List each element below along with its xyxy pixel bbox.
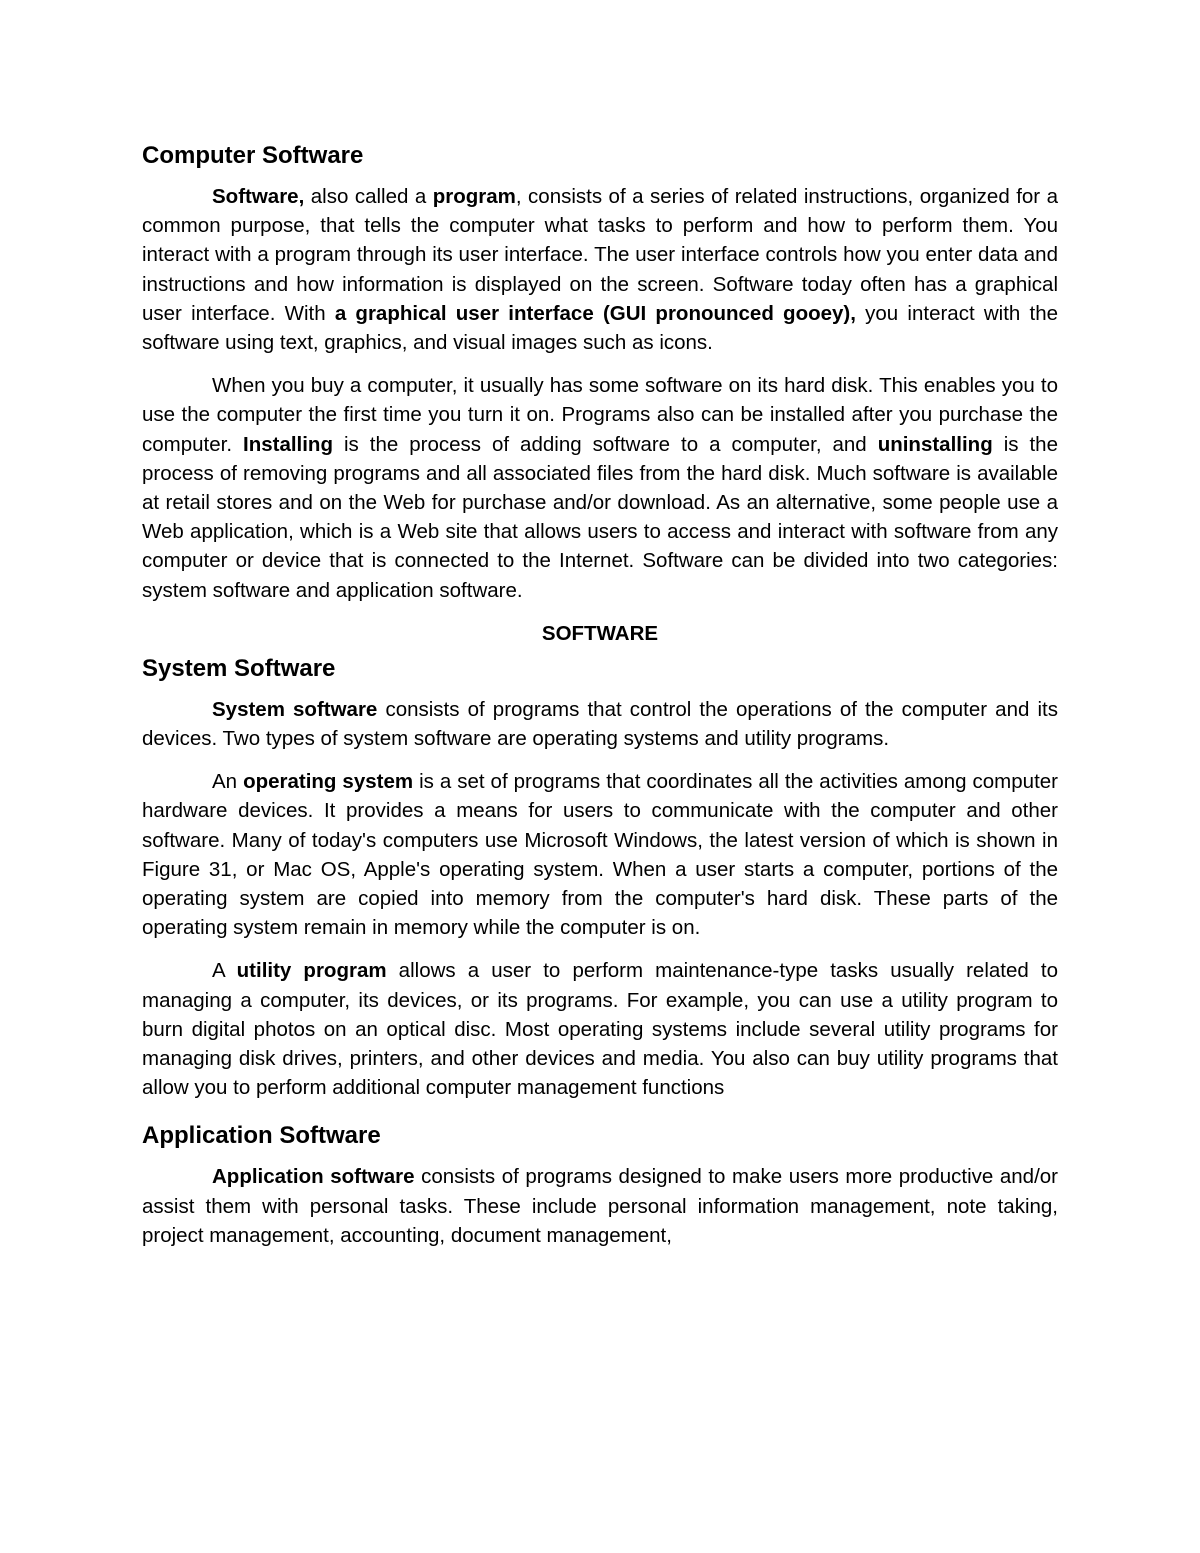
text-run: also called a	[304, 185, 433, 208]
text-run: An	[212, 770, 244, 794]
term-operating-system: operating system	[243, 770, 414, 794]
text-run: allows a user to perform maintenance-type tasks usually related to managing a computer, its devices, or its programs. For example, you can use a utility program to burn digital photos on an optical disc. Most operating systems include several utility programs for managing disk drives, printers, and other devices and media. You also can buy utility programs that allow you to perform additional computer management functions	[142, 959, 1058, 1100]
term-software: Software,	[212, 185, 305, 208]
text-run: is the process of removing programs and all associated files from the hard disk. Much software is available at retail stores and on the Web for purchase and/or download. As an alternative, some people use a Web application, which is a Web site that allows users to access and interact with software from any computer or device that is connected to the Internet. Software can be divided into two categories: system software and application software.	[142, 432, 1058, 602]
term-installing: Installing	[243, 432, 333, 456]
term-gui: a graphical user interface (GUI pronounced gooey),	[334, 301, 856, 325]
heading-computer-software: Computer Software	[142, 142, 364, 169]
term-application-software: Application software	[212, 1165, 415, 1189]
paragraph-software-definition	[142, 182, 1058, 357]
text-run: you interact with the software using text, graphics, and visual images such as icons.	[142, 301, 1059, 355]
term-system-software: System software	[212, 697, 378, 721]
heading-application-software: Application Software	[142, 1122, 381, 1150]
text-run: A	[212, 959, 237, 983]
text-run: consists of programs that control the operations of the computer and its devices. Two types of system software are operating systems and utility programs.	[142, 697, 1058, 751]
paragraph-system-software	[142, 695, 1058, 753]
text-run: When you buy a computer, it usually has some software on its hard disk. This enables you to use the computer the first time you turn it on. Programs also can be installed after you purchase the computer.	[142, 374, 1058, 456]
text-run: consists of programs designed to make users more productive and/or assist them with personal tasks. These include personal information management, note taking, project management, accounting, document management,	[142, 1165, 1059, 1247]
document-page	[142, 138, 1058, 1250]
term-utility-program: utility program	[236, 959, 387, 983]
paragraph-utility-program	[142, 956, 1058, 1102]
paragraph-installing	[142, 371, 1058, 605]
paragraph-application-software	[142, 1162, 1058, 1250]
term-uninstalling: uninstalling	[877, 432, 993, 456]
term-program: program	[432, 185, 516, 208]
text-run: , consists of a series of related instructions, organized for a common purpose, that tells the computer what tasks to perform and how to perform them. You interact with a program through its user interface. The user interface controls how you enter data and instructions and how information is displayed on the screen. Software today often has a graphical user interface. With	[142, 185, 1058, 325]
text-run: is the process of adding software to a computer, and	[332, 432, 878, 456]
paragraph-operating-system	[142, 767, 1058, 942]
heading-system-software: System Software	[142, 654, 336, 682]
text-run: is a set of programs that coordinates all the activities among computer hardware devices. It provides a means for users to communicate with the computer and other software. Many of today's computers use Microsoft Windows, the latest version of which is shown in Figure 31, or Mac OS, Apple's operating system. When a user starts a computer, portions of the operating system are copied into memory from the computer's hard disk. These parts of the operating system remain in memory while the computer is on.	[142, 770, 1058, 940]
center-label-software: SOFTWARE	[541, 621, 659, 645]
